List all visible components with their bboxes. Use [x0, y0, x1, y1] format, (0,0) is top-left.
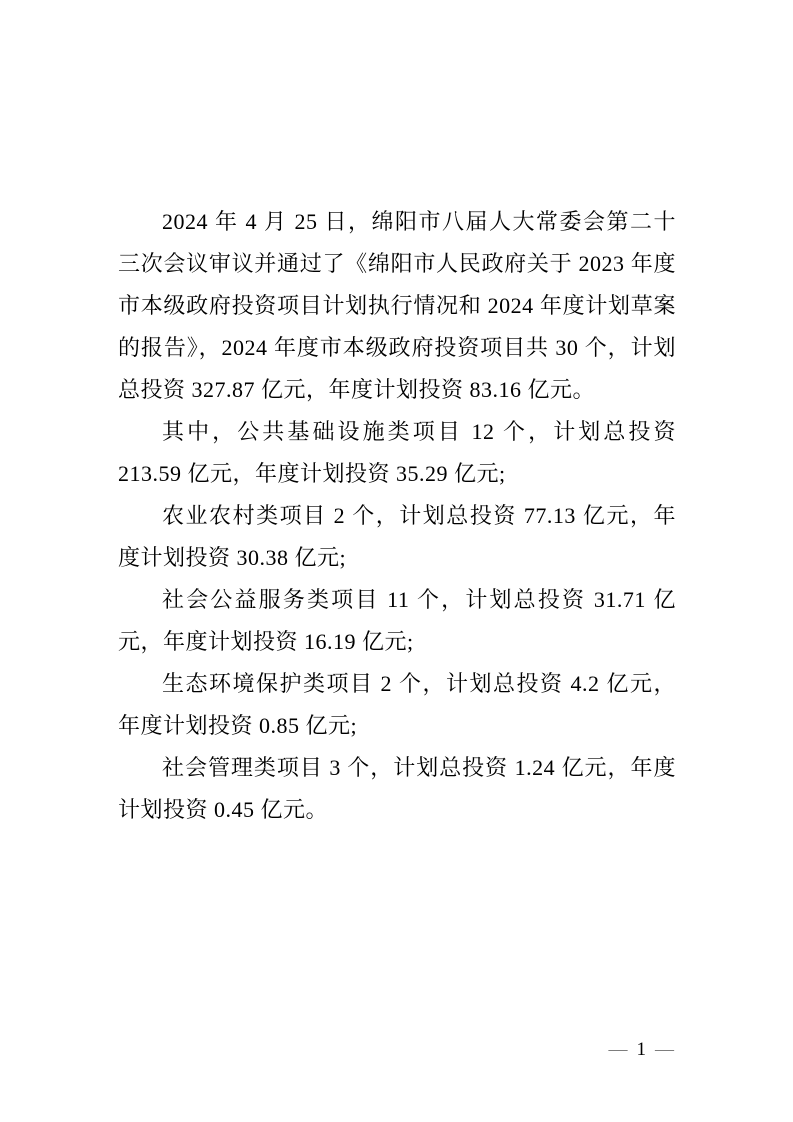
paragraph-social-management: 社会管理类项目 3 个，计划总投资 1.24 亿元，年度计划投资 0.45 亿元。 — [118, 755, 676, 822]
paragraph-agriculture-rural: 农业农村类项目 2 个，计划总投资 77.13 亿元，年度计划投资 30.38 亿元; — [118, 503, 676, 570]
document-body — [118, 201, 676, 831]
footer-dash-right: — — [655, 1039, 674, 1060]
page-number: 1 — [636, 1039, 646, 1060]
paragraph-social-welfare: 社会公益服务类项目 11 个，计划总投资 31.71 亿元，年度计划投资 16.19 亿元; — [118, 587, 676, 654]
footer-dash-left: — — [608, 1039, 628, 1060]
paragraph-intro: 2024 年 4 月 25 日，绵阳市八届人大常委会第二十三次会议审议并通过了《绵阳市人民政府关于 2023 年度市本级政府投资项目计划执行情况和 2024 年度计划草案的报告》，2024 年度市本级政府投资项目共 30 个，计划总投资 327.87 亿元，年度计划投资 83.16 亿元。 — [118, 209, 676, 402]
paragraph-public-infrastructure: 其中，公共基础设施类项目 12 个，计划总投资 213.59 亿元，年度计划投资 35.29 亿元; — [118, 419, 676, 486]
page-footer — [609, 1038, 675, 1062]
paragraph-ecological-protection: 生态环境保护类项目 2 个，计划总投资 4.2 亿元，年度计划投资 0.85 亿元; — [118, 671, 676, 738]
